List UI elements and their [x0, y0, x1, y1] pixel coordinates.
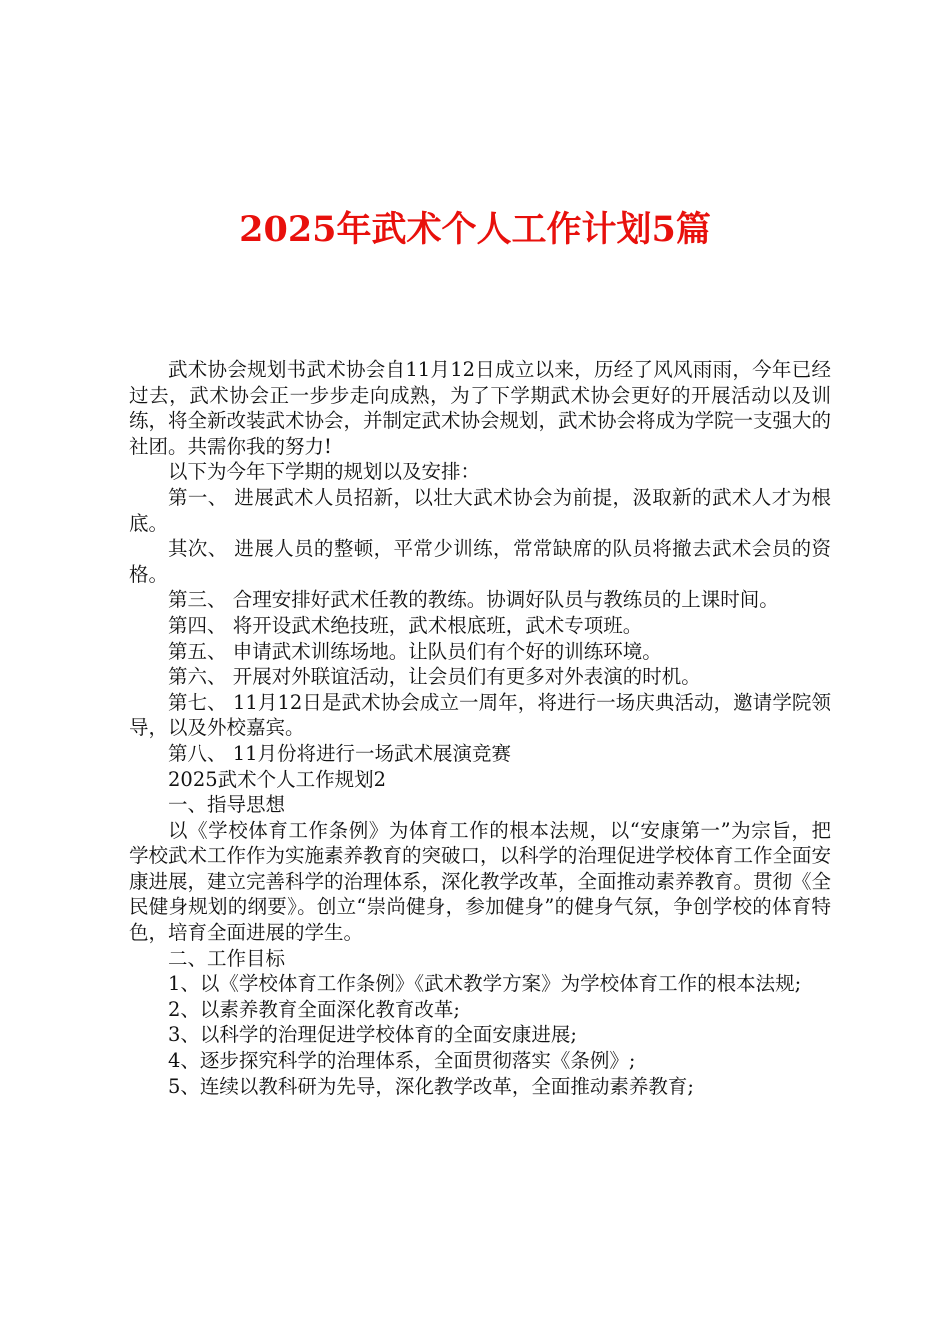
- list-item: 3、以科学的治理促进学校体育的全面安康进展;: [168, 1023, 577, 1047]
- paragraph: 以《学校体育工作条例》为体育工作的根本法规，以“安康第一”为宗旨，把学校武术工作作为实施素养教育的突破口，以科学的治理促进学校体育工作全面安康进展，建立完善科学的治理体系，深化教学改革，全面推动素养教育。贯彻《全民健身规划的纲要》。创立“崇尚健身，参加健身”的健身气氛，争创学校的体育特色，培育全面进展的学生。: [129, 818, 832, 945]
- list-item: 1、以《学校体育工作条例》《武术教学方案》为学校体育工作的根本法规;: [168, 972, 802, 996]
- paragraph: 其次、 进展人员的整顿，平常少训练，常常缺席的队员将撤去武术会员的资格。: [129, 537, 831, 586]
- paragraph: 第七、 11月12日是武术协会成立一周年，将进行一场庆典活动，邀请学院领导，以及外校嘉宾。: [129, 690, 831, 740]
- section-heading: 2025武术个人工作规划2: [168, 767, 387, 791]
- section-heading: 二、工作目标: [168, 946, 286, 970]
- document-body: [129, 357, 831, 1099]
- list-item: 4、逐步探究科学的治理体系，全面贯彻落实《条例》;: [168, 1049, 636, 1073]
- paragraph: 以下为今年下学期的规划以及安排：: [168, 460, 481, 484]
- paragraph: 第三、 合理安排好武术任教的教练。协调好队员与教练员的上课时间。: [168, 588, 779, 612]
- list-item: 5、连续以教科研为先导，深化教学改革，全面推动素养教育;: [168, 1074, 694, 1098]
- paragraph: 第六、 开展对外联谊活动，让会员们有更多对外表演的时机。: [168, 665, 701, 689]
- list-item: 2、以素养教育全面深化教育改革;: [168, 997, 460, 1021]
- section-heading: 一、指导思想: [168, 793, 286, 817]
- paragraph: 第一、 进展武术人员招新，以壮大武术协会为前提，汲取新的武术人才为根底。: [129, 485, 831, 535]
- paragraph: 第五、 申请武术训练场地。让队员们有个好的训练环境。: [168, 639, 662, 663]
- paragraph: 第八、 11月份将进行一场武术展演竞赛: [168, 741, 512, 765]
- paragraph: 武术协会规划书武术协会自11月12日成立以来，历经了风风雨雨，今年已经过去，武术协会正一步步走向成熟，为了下学期武术协会更好的开展活动以及训练，将全新改装武术协会，并制定武术协会规划，武术协会将成为学院一支强大的社团。共需你我的努力!: [129, 358, 832, 458]
- paragraph: 第四、 将开设武术绝技班，武术根底班，武术专项班。: [168, 613, 643, 637]
- document-title: 2025年武术个人工作计划5篇: [239, 209, 711, 250]
